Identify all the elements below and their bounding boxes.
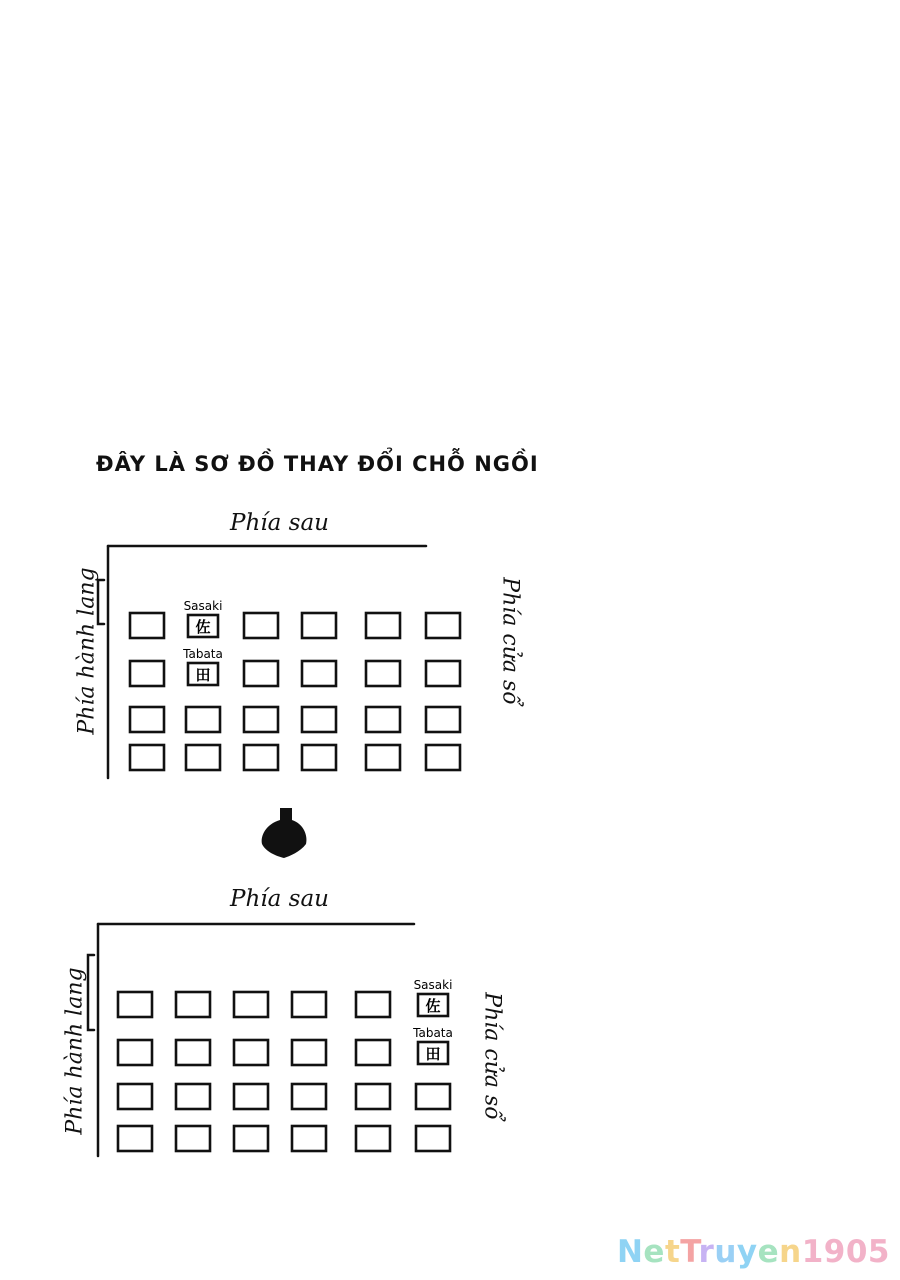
room-walls-2 [88,924,414,1156]
seat [366,661,400,686]
seat [416,1126,450,1151]
seat [234,1040,268,1065]
seat-marked [188,615,218,637]
seat-marked [188,663,218,685]
seat [186,707,220,732]
seat-kanji: 佐 [425,997,441,1015]
seat [426,613,460,638]
seat [130,661,164,686]
seat [356,1084,390,1109]
seat [234,1084,268,1109]
seat-name-label: Tabata [183,647,223,661]
seat [356,1040,390,1065]
seat [426,745,460,770]
seat [234,1126,268,1151]
back-label-2: Phía sau [230,886,329,912]
seat [292,992,326,1017]
room-walls-1 [98,546,426,778]
seat [244,613,278,638]
seat-kanji: 田 [195,666,211,684]
seats-group-1 [130,599,460,770]
seat [186,745,220,770]
seat [292,1126,326,1151]
seat [366,707,400,732]
seat [176,1040,210,1065]
seat [416,1084,450,1109]
seat [244,661,278,686]
seat [176,1084,210,1109]
seat [302,707,336,732]
watermark-logo: NetTruyen1905 [616,1234,890,1270]
down-arrow-icon [262,808,307,858]
corridor-label-2: Phía hành lang [62,967,88,1135]
back-label-1: Phía sau [230,510,329,536]
seat [118,992,152,1017]
seat [176,1126,210,1151]
seat [302,661,336,686]
seat [366,745,400,770]
seat-kanji: 佐 [195,618,211,636]
seat [130,613,164,638]
seat [130,745,164,770]
seat-marked [418,1042,448,1064]
seat [244,707,278,732]
seat-name-label: Sasaki [183,599,223,613]
seat [176,992,210,1017]
seat [130,707,164,732]
window-label-1: Phía cửa sổ [497,577,523,705]
seat-marked [418,994,448,1016]
seat [292,1084,326,1109]
page-title: ĐÂY LÀ SƠ ĐỒ THAY ĐỔI CHỖ NGỒI [96,452,539,476]
seat [356,992,390,1017]
seat [244,745,278,770]
seat [302,745,336,770]
corridor-label-1: Phía hành lang [74,567,100,735]
seats-group-2 [118,978,453,1151]
seat [426,661,460,686]
window-label-2: Phía cửa sổ [479,992,505,1120]
seat [118,1084,152,1109]
seat-kanji: 田 [425,1045,441,1063]
seat [356,1126,390,1151]
seat [118,1040,152,1065]
seat [118,1126,152,1151]
door-2 [88,955,94,1030]
seat [292,1040,326,1065]
seat [302,613,336,638]
seat-name-label: Sasaki [413,978,453,992]
seat [234,992,268,1017]
seat-name-label: Tabata [413,1026,453,1040]
seat [366,613,400,638]
seat [426,707,460,732]
